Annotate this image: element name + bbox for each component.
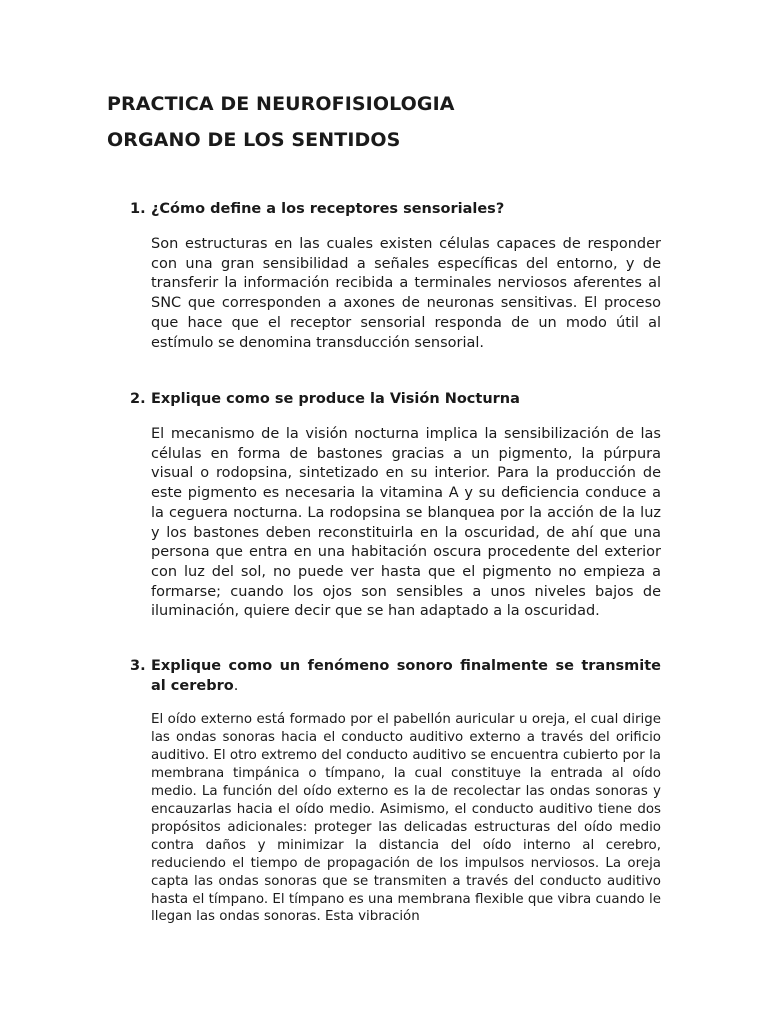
document-title: PRACTICA DE NEUROFISIOLOGIA — [107, 93, 455, 115]
answer-2: El mecanismo de la visión nocturna implica la sensibilización de las células en forma de bastones gracias a un pigmento, la púrpura visual o rodopsina, sintetizado en su interior. Para la producción de este pigmento es necesaria la vitamina A y su deficiencia conduce a la ceguera nocturna. La rodopsina se blanquea por la acción de la luz y los bastones deben reconstituirla en la oscuridad, de ahí que una persona que entra en una habitación oscura procedente del exterior con luz del sol, no puede ver hasta que el pigmento no empieza a formarse; cuando los ojos son sensibles a unos niveles bajos de iluminación, quiere decir que se han adaptado a la oscuridad. — [151, 426, 661, 620]
question-3 — [130, 656, 661, 696]
answer-3: El oído externo está formado por el pabellón auricular u oreja, el cual dirige las ondas sonoras hacia el conducto auditivo externo a través del orificio auditivo. El otro extremo del conducto auditivo se encuentra cubierto por la membrana timpánica o tímpano, la cual constituye la entrada al oído medio. La función del oído externo es la de recolectar las ondas sonoras y encauzarlas hacia el oído medio. Asimismo, el conducto auditivo tiene dos propósitos adicionales: proteger las delicadas estructuras del oído medio contra daños y minimizar la distancia del oído interno al cerebro, reduciendo el tiempo de propagación de los impulsos nerviosos. La oreja capta las ondas sonoras que se transmiten a través del conducto auditivo hasta el tímpano. El tímpano es una membrana flexible que vibra cuando le llegan las ondas sonoras. Esta vibración — [151, 712, 661, 925]
question-1 — [130, 199, 661, 219]
answer-1: Son estructuras en las cuales existen células capaces de responder con una gran sensibilidad a señales específicas del entorno, y de transferir la información recibida a terminales nerviosos aferentes al SNC que corresponden a axones de neuronas sensitivas. El proceso que hace que el receptor sensorial responda de un modo útil al estímulo se denomina transducción sensorial. — [151, 236, 661, 351]
question-tail: . — [233, 678, 239, 694]
question-number: 1. — [130, 201, 146, 217]
question-text-wrapper — [151, 656, 661, 696]
question-text: Explique como se produce la Visión Nocturna — [151, 391, 520, 407]
document-subtitle: ORGANO DE LOS SENTIDOS — [107, 129, 401, 151]
question-text: Explique como un fenómeno sonoro finalmente se transmite al cerebro — [151, 658, 661, 694]
question-text: ¿Cómo define a los receptores sensoriales? — [151, 201, 505, 217]
question-2 — [130, 389, 661, 409]
question-number: 2. — [130, 391, 146, 407]
question-number: 3. — [130, 658, 146, 674]
